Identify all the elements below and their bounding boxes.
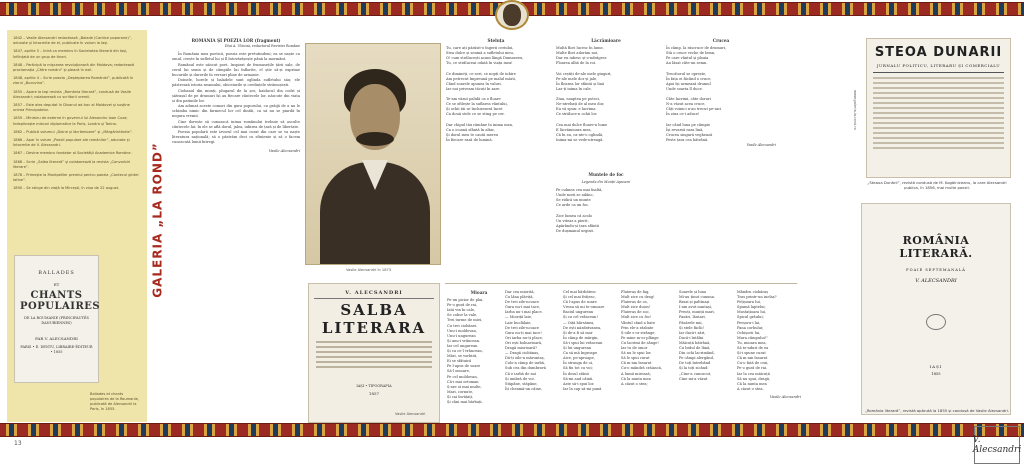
lyrics-line: Cel mai bărbătesc [563, 290, 597, 294]
lyrics-line: Ca să mă îngroape [563, 351, 598, 356]
rl-subtitle: FOAIE SEPTEMANALĂ [906, 268, 966, 272]
article-signature: Vasile Alecsandri [268, 149, 300, 153]
poem-crucea-line: În câmp, la răscruce de drumuri, [666, 46, 727, 51]
lyrics-column [505, 290, 569, 420]
poem-muntele-de-foc [556, 172, 656, 278]
lyrics-line: Și stele făclii! [679, 325, 704, 330]
lyrics-line: Dragă miorioară? [505, 346, 538, 351]
lyrics-line: Pe-o gură de rai, [447, 303, 478, 308]
lyrics-line: Cu lacrimi de sânge! [621, 340, 659, 345]
poem-lacramioare-line: Inima-mi se vede-ntreagă. [556, 137, 604, 142]
poem-lacramioare-line: În floarea lor sfăntă și lină [556, 81, 605, 86]
lyrics-line: Soarele și luna [679, 290, 707, 294]
lyrics-line: Fluieraș de os, [621, 300, 648, 305]
lyrics-line: Stăpâne, stăpâne, [505, 381, 538, 386]
poem-muntele-line: Un viteaz a pierit, [556, 218, 589, 223]
lyrics-line: Pe cel moldovan, [447, 374, 478, 379]
lyrics-line: Și unu-i vrâncean. [447, 338, 481, 343]
article-paragraph: Doinele, horele și baladele sunt oglinda sufletului său; ele păstrează istoria neamului, obiceiurile și credințele strămoșești. [172, 78, 300, 87]
poem-steluta-line: Am petrecut împreună pe malul mării, [446, 76, 516, 81]
lyrics-line: Să-i spui lui vrâncean [563, 340, 603, 345]
lyrics-line: Pe-un picior de plai, [447, 298, 484, 303]
lyrics-line: Iar la cap să-mi pună [563, 386, 602, 391]
lyrics-line: A căzut o stea; [621, 381, 648, 386]
lyrics-line: Mări, se vorbiră, [447, 354, 478, 359]
salba-printer: IAȘI • TIPOGRAFIA [356, 384, 392, 388]
poem-lacramioare-line: Voi ceștiți de-ale mele ginguri, [556, 71, 612, 76]
lyrics-line: Iar dacă-i zări, [679, 330, 706, 335]
lyrics-line: Ș-are oi mai multe, [447, 384, 482, 389]
lyrics-line: I-am avut nuntași, [679, 305, 713, 310]
salba-caption: Vasile Alecsandri [395, 412, 426, 416]
poem-crucea-line: Crucea singură veghează [666, 132, 713, 137]
lyrics-line: Perșoru-i lui, [737, 320, 761, 325]
poem-crucea-line: Unde soarta îl duce. [666, 86, 703, 91]
poem-steluta [446, 38, 546, 278]
lyrics-line: Sub cea din dumbravă [505, 366, 546, 371]
portrait-caption: Vasile Alecsandri în 1873 [346, 268, 392, 272]
lyrics-line: Să fiu tot cu voi; [563, 366, 593, 371]
lyrics-line: Laie buclălaie, [505, 320, 532, 325]
book-publisher: PARIS • E. DENTU, LIBRAIRE-ÉDITEUR • 1855 [20, 345, 93, 354]
lyrics-line: Și lui ungurean [563, 346, 592, 351]
poem-lacramioare [556, 38, 656, 168]
lyrics-line: Iarba nu-i mai place. [505, 310, 543, 315]
poem-lacramioare-line: Ce străluce-n ochii lor. [556, 112, 598, 117]
lyrics-line: Iată vin în cale, [447, 308, 476, 313]
lyrics-line: Cu-o fată de crai, [737, 361, 769, 366]
lyrics-line: Pe mine m-or plânge [621, 335, 659, 340]
poem-steluta-line: Și dorul meu te caută mereu [446, 132, 499, 137]
poem-steluta-line: În fiecare rază de lumină. [446, 137, 493, 142]
poem-lacramioare-line: Cea mai dulce floare-n lume [556, 122, 608, 127]
lyrics-line: Și umbră de voi. [505, 376, 535, 381]
lyrics-line: Fețișoara lui, [737, 300, 761, 305]
lyrics-line: Prin ele-a răzbate [621, 325, 654, 330]
lyrics-line: — Oiță bârsănea, [563, 320, 595, 325]
lyrics-line: Cu lâna plăviță, [505, 295, 534, 300]
poem-crucea-line: Apoi își urmează drumul [666, 81, 711, 86]
lyrics-line: Că-i mai ortoman [447, 379, 479, 384]
lyrics-line: „Cine-a cunoscut, [679, 371, 712, 376]
lyrics-line: Mult zice duios! [621, 305, 651, 310]
lyrics-line: Gura nu-ți mai tace! [505, 330, 542, 335]
article-paragraph: Poezia populară este izvorul cel mai curat din care se va naște literatura națională; să o păstrăm deci cu sfințenie și să o facem cunoscută lumii întregi. [172, 130, 300, 144]
magazine-logo: GALERIA „LA ROND” [151, 142, 166, 298]
romania-literara-cover [861, 203, 1011, 415]
steaua-title: STEOA DUNARII [874, 45, 1003, 60]
salba-literara-cover [308, 283, 440, 423]
rl-author: V. ALECSANDRI [915, 278, 957, 284]
poem-muntele-subtitle: Legenda din Munții Apuseni [581, 180, 631, 185]
article-paragraph: Cine dorește să cunoască inima românului trebuie să asculte cântecele lui: în ele se află dorul, jalea, iubirea de țară și de libertate. [172, 119, 300, 129]
poem-steluta-line: Iar noi priveam tăcuți în zare. [446, 86, 501, 91]
book-subtitle: DE LA ROUMANIE (PRINCIPAUTÉS DANUBIENNES) [24, 316, 89, 325]
medallion-face-icon [503, 4, 521, 26]
lyrics-line: În câmp de mărgin, [563, 335, 599, 340]
lyrics-line: Și câni mai bărbați. [447, 399, 483, 404]
lyrics-line: În dosul stânii [563, 371, 589, 376]
book-title-line-2: ET [53, 282, 60, 287]
lyrics-line: Ori iarba nu-ți place, [505, 335, 544, 340]
lyrics-line: Păsărele mii, [679, 320, 703, 325]
poem-lacramioare-line: E lăcrămioara mea, [556, 127, 592, 132]
lyrics-line: Că e iarbă de noi [505, 371, 537, 376]
poem-crucea-line: Stă o cruce veche de lemn, [666, 51, 716, 56]
lyrics-line: Se cobor la vale, [447, 313, 478, 318]
lyrics-line: Să nu spui, dragă, [737, 376, 771, 381]
chronology-entry: 1867 – Devine membru fondator al Societății Academice Române. [13, 151, 132, 156]
lyrics-line: Tras printr-un inelaș? [737, 295, 777, 300]
steaua-subtitle: JURNALU POLITICU, LITERARU ȘI COMERCIALU [876, 63, 1001, 68]
lyrics-line: Dă-ți oile-n măruntaș, [505, 356, 545, 361]
poem-crucea-line: N-a văzut acea cruce, [666, 102, 706, 107]
poem-lacramioare-title: Lăcrămioare [591, 38, 621, 43]
poem-muntele-line: Zice lumea că acolo [556, 213, 593, 218]
chronology-entry: 1855 – Apare la Iași revista „România literară”, condusă de Vasile Alecsandri; colaborează cu scriitorii vremii. [13, 89, 131, 99]
lyrics-line: Că l-apus de soare [563, 300, 597, 305]
chronology-entry: 1868 – Scrie „Salba literară” și colaborează la revista „Convorbiri literare”. [13, 159, 131, 169]
chronology-entry: 1859 – Ministru de externe în guvernul lui Alexandru Ioan Cuza; îndeplinește misiuni diplomatice la Paris, Londra și Torino. [13, 116, 128, 126]
lyrics-line: Din ochi lacrimând, [679, 351, 715, 356]
poem-muntele-line: Ce arde ca un foc. [556, 203, 590, 208]
poem-crucea-line: În ziua ce-i aduce! [666, 112, 700, 117]
lyrics-line: Trei turme de miei, [447, 318, 483, 323]
poem-crucea-line: Au lăsat câte-un semn. [666, 61, 708, 66]
lyrics-line: Și de-a fi să mor [563, 330, 593, 335]
lyrics-line: Mult zice cu foc! [621, 315, 652, 320]
lyrics-line: Mult zice cu drag! [621, 295, 655, 300]
lyrics-title: Mioara [470, 290, 488, 295]
poem-crucea-line: Câte lacrimi, câte doruri [666, 97, 711, 102]
lyrics-line: Cine mi-a văzut [679, 376, 708, 381]
salba-title: SALBA LITERARA [321, 301, 427, 337]
article-dedication: Dlui A. Ubicini, redactorul Revistei Române [224, 44, 300, 48]
poem-lacramioare-line: Eu vă spun: e lacrima [556, 107, 596, 112]
lyrics-line: De trei zile-ncoace [505, 325, 540, 330]
lyrics-line: — Mioriță laie, [505, 315, 533, 320]
poem-crucea [666, 38, 776, 278]
lyrics-line: Vreau să mi te-omoare [563, 305, 605, 310]
poem-crucea-signature: Vasile Alecsandri [746, 142, 776, 147]
rl-year: 1855 [931, 372, 941, 376]
poem-crucea-line: Își revarsă raza lină, [666, 127, 704, 132]
lyrics-line: Îți cheamă-un câine, [505, 386, 543, 391]
chronology-entry: 1866 – Apar în volum „Poezii populare ale românilor”, adunate și întocmite de V. Alecsandri. [13, 138, 130, 148]
poem-muntele-line: Se ridică un munte [556, 198, 591, 203]
lyrics-line: A lumii mireasă; [621, 371, 651, 376]
lyrics-line: Colo-n câmp de iarbă, [505, 361, 546, 366]
lyrics-line: Ș-oile s-or strânge, [621, 330, 656, 335]
chronology-entry: 1848 – Participă la mișcarea revoluționară din Moldova; redactează proclamația „Către români” și pleacă în exil. [13, 62, 135, 73]
lyrics-line: Tu, mioara mea, [737, 340, 767, 345]
poem-lacramioare-line: Că în ea, ca-ntr-o oglindă, [556, 132, 604, 137]
poem-steluta-line: Ca o icoană sfântă în altar, [446, 127, 495, 132]
lyrics-line: Vântul când a bate [621, 320, 655, 325]
lyrics-line: Unu-i moldovan, [447, 328, 477, 333]
signature-box: V. Alecsandri [974, 426, 1020, 464]
lyrics-line: Mustațioara lui, [737, 310, 767, 315]
lyrics-line: Iar la cea măicuță [737, 371, 770, 376]
lyrics-line: Ori ești bolnavioară, [505, 340, 543, 345]
lyrics-line: Dacă-i întâlni [679, 335, 704, 340]
lyrics-line: Pasări, lăutari, [679, 315, 706, 320]
poem-crucea-line: Pe care vântul și ploaia [666, 56, 709, 61]
ballades-book-cover [14, 255, 99, 383]
salba-author: V. ALECSANDRI [345, 290, 403, 296]
lyrics-line: Mi-au ținut cununa. [679, 295, 716, 300]
poem-crucea-line: Peste țara cea bătrână. [666, 137, 709, 142]
lyrics-line: Că la nunta mea [737, 381, 767, 386]
lyrics-line: Să le spui curat [621, 356, 650, 361]
article-romanii-si-poezia [172, 38, 300, 420]
lyrics-line: Măicuță bătrână, [679, 340, 711, 345]
lyrics-line: Mândru ciobăraș [737, 290, 769, 294]
poem-crucea-line: În fața ei făcând o cruce, [666, 76, 712, 81]
lyrics-line: De trei zile-ncoace [505, 300, 540, 305]
lyrics-line: Că m-am însurat [621, 361, 652, 366]
lyrics-line: Ei se sfătuiră [447, 359, 472, 364]
lyrics-column [447, 290, 511, 420]
poem-muntele-line: Apărându-și țara sfântă [556, 223, 599, 228]
chronology-entry: 1842 – Vasile Alecsandri redactează „Balade (Cantice poporane)”, adunate și întocmite de el, publicate în volum la Iași. [13, 36, 132, 46]
lyrics-line: Și cu ce-l vrâncean, [447, 349, 483, 354]
chronology-entry: 1848, aprilie 4 – Scrie poezia „Deșteptarea României”, publicată în ziarul „Bucovina”. [13, 76, 134, 86]
article-paragraph: Ciobanul din munți, plugarul de la șes, haiducul din codri și șătrașul de pe drumuri își au fiecare cântecele lor, născute din viața și din patimile lor. [172, 88, 300, 103]
alecsandri-portrait [305, 43, 441, 265]
lyrics-line: Mura câmpului!” [737, 335, 769, 340]
lyrics-line: Fluieraș de soc, [621, 310, 650, 315]
lyrics-line: — Dragă ciobănaș, [505, 351, 540, 356]
book-title-main: CHANTS POPULAIRES [20, 290, 101, 312]
lyrics-column [737, 290, 801, 420]
poem-steluta-line: Ce dimineți, ce seri, ce nopți de iubire [446, 71, 516, 76]
poem-steluta-line: O! cum strălucești acum lângă Dumnezeu, [446, 56, 524, 61]
chronology-entry: 1890 – Se stinge din viață la Mircești, în ziua de 22 august. [13, 186, 120, 191]
lyrics-line: Că la nunta mea [621, 376, 651, 381]
lyrics-line: Preoți, munții mari, [679, 310, 715, 315]
rl-printer-mark-icon [926, 314, 946, 330]
lyrics-line: A căzut o stea. [737, 386, 764, 391]
poem-crucea-line: Iar când luna pe câmpie [666, 122, 711, 127]
poem-lacramioare-line: Dar eu iubesc și-o-ndrăgesc [556, 56, 607, 61]
poem-lacramioare-line: Pe-ale mele dor și jale, [556, 76, 598, 81]
poem-crucea-title: Crucea [712, 38, 730, 43]
poem-steluta-line: Tu, care ați părăsit-o îngerii ceriului, [446, 46, 514, 51]
poem-crucea-line: Câți voinici n-au trecut pe-aici [666, 107, 722, 112]
chronology-entry: 1878 – Primește la Montpellier premiul pentru poezia „Cantecul gintei latine”. [13, 173, 139, 183]
lyrics-line: Spumă laptelui; [737, 305, 766, 310]
lyrics-signature: Vasile Alecsandri [769, 394, 801, 399]
poem-lacramioare-line: Multă flori lucesc în lume, [556, 46, 604, 51]
lyrics-line: Și la toți zicând: [679, 366, 709, 371]
lyrics-column [563, 290, 627, 420]
article-paragraph: În România mea poetică, poezia este pretutindeni; ea se naște cu omul, crește în sufletul lui și îl întovărășește până la mormânt. [172, 52, 300, 61]
lyrics-line: Iar tu de omor [621, 346, 648, 351]
lyrics-line: Și cu cel vrâncean! [563, 315, 598, 320]
poem-lacramioare-line: Multe flori adorăm noi, [556, 51, 599, 56]
poem-steluta-line: Când soarele apunea în valuri, [446, 81, 502, 86]
poem-steluta-line: Ca două stele ce se sting pe cer. [446, 112, 505, 117]
lyrics-line: Că m-am însurat [737, 356, 768, 361]
lyrics-line: Aice, pe-aproape, [563, 356, 595, 361]
lyrics-line: Să-l omoare, [447, 369, 470, 374]
chronology-entry: 1857 – Este ales deputat în Divanul ad-hoc al Moldovei și susține unirea Principatelor. [13, 103, 130, 113]
rl-title: ROMÂNIA LITERARĂ. [899, 234, 973, 260]
lyrics-line: Cu-o mândră crăiască, [621, 366, 663, 371]
lyrics-line: Pe l-apus de soare [447, 364, 481, 369]
bottom-ornamental-border [0, 423, 1024, 437]
rl-caption: „România literară”, revistă apărută la 1855 și condusă de Vasile Alecsandri. [865, 408, 1009, 413]
poem-steluta-line: Tu, ce străluceai odată în viața mea! [446, 61, 513, 66]
lyrics-line: Baciul ungurean [563, 310, 594, 315]
lyrics-line: Pana corbului; [737, 325, 764, 330]
lyrics-line: Fluieraș de fag, [621, 290, 650, 294]
steaua-dunarii-cover [866, 38, 1011, 178]
book-title-line-1: BALLADES [38, 270, 75, 276]
poem-lacramioare-line: Las-ți inima în cale. [556, 86, 592, 91]
lyrics-line: Să te-nduri de ea [737, 346, 769, 351]
lyrics-line: Spicul grâului; [737, 315, 764, 320]
poem-muntele-line: Unde norii se adănc, [556, 193, 594, 198]
vertical-url: www.galeria-la-rond.ro [853, 90, 858, 130]
rl-city: IAȘI [929, 364, 943, 369]
lyrics-line: Unu-i ungurean [447, 333, 476, 338]
page-number: 13 [14, 440, 22, 447]
poem-lacramioare-line: Ne-ntrebați de al meu dor, [556, 102, 605, 107]
poem-muntele-line: Pe culmea cea mai înaltă, [556, 188, 603, 193]
article-paragraph: Românul este născut poet. Inspirat de frumusețile țării sale, de cerul lui senin și de câmpiile lui înflorite, el știe să-și exprime bucuriile și durerile în versuri pline de armonie. [172, 62, 300, 77]
book-author: PAR V. ALECSANDRI [35, 336, 78, 341]
lyrics-line: Dar cea miorită, [505, 290, 535, 294]
lyrics-line: Aste să-i spui lor. [563, 381, 595, 386]
salba-year: 1857 [368, 391, 380, 396]
portrait-medallion [495, 0, 529, 30]
chronology-entry: 1862 – Publică volumul „Doine și lăcrămioare” și „Mărgărintărele”. [13, 129, 133, 134]
poem-crucea-line: Trecătorul se oprește, [666, 71, 707, 76]
poem-steluta-line: Stea dulce și senină a sufletului meu, [446, 51, 515, 56]
poem-lacramioare-line: Ziua, noaptea pe poteci, [556, 97, 601, 102]
lyrics-line: În strunga de oi, [563, 361, 594, 366]
poem-steluta-title: Steluța [487, 38, 505, 43]
lyrics-line: Brazi și paltinași [679, 300, 710, 305]
lyrics-line: Mari, cornute, [447, 389, 474, 394]
lyrics-line: Pe câmpi alergând, [679, 356, 715, 361]
lyrics-line: Să nu le spui lor. [621, 351, 652, 356]
lyrics-line: Să-mi aud câinii. [563, 376, 594, 381]
lyrics-line: Cu trei ciobănei. [447, 323, 478, 328]
lyrics-column [621, 290, 685, 420]
lyrics-line: Pe-o gură de rai. [737, 366, 768, 371]
lyrics-line: Și-i spune curat [737, 351, 766, 356]
lyrics-line: De toți întrebând [679, 361, 711, 366]
book-caption: Ballades et chants populaires de la Roumanie, publicată de Alecsandri la Paris, în 1855. [90, 392, 139, 411]
lyrics-line: De ești năzdrăvanea, [563, 325, 602, 330]
poem-steluta-line: Ce se ofilește la suflarea vântului, [446, 102, 508, 107]
poem-steluta-line: Și ochii tăi se închiseseră încet [446, 107, 503, 112]
poem-lacramioare-line: Floarea albă de la roi. [556, 61, 597, 66]
lyrics-line: Ochișorii lui, [737, 330, 761, 335]
poem-muntele-line: De dușmanul urgisit. [556, 228, 595, 233]
lyrics-line: Cu brâul de lână, [679, 346, 711, 351]
article-title: ROMÂNIA ȘI POEZIA LOR (fragment) [191, 38, 281, 43]
lyrics-line: Iar cel ungurean [447, 343, 478, 348]
article-paragraph: Am adunat aceste comori din gura poporului, cu grăijă de a nu le schimba nimic din farmecul lor cel dintâi, ca să nu se piardă în negura vremii. [172, 104, 300, 118]
steaua-caption: „Steaua Dunării”, revistă condusă de M. Kogălniceanu, la care Alecsandri publica, în 1856, mai multe poezii. [867, 180, 1007, 190]
lyrics-column [679, 290, 743, 420]
mioara-lyrics-grid [445, 283, 801, 423]
poem-steluta-line: Dar chipul tău rămâne în inima mea, [446, 122, 514, 127]
poem-muntele-title: Muntele de foc [588, 172, 624, 177]
lyrics-line: Și cai învățați, [447, 394, 474, 399]
lyrics-line: Și cel mai frățesc, [563, 295, 596, 300]
chronology-entry: 1847, aprilie 5 – Intră ca membru în Societatea literară din Iași, înființată de un grup de tineri. [13, 49, 128, 59]
poem-steluta-line: Te-am văzut palidă ca o floare [446, 97, 501, 102]
lyrics-line: Gura nu-i mai tace, [505, 305, 541, 310]
